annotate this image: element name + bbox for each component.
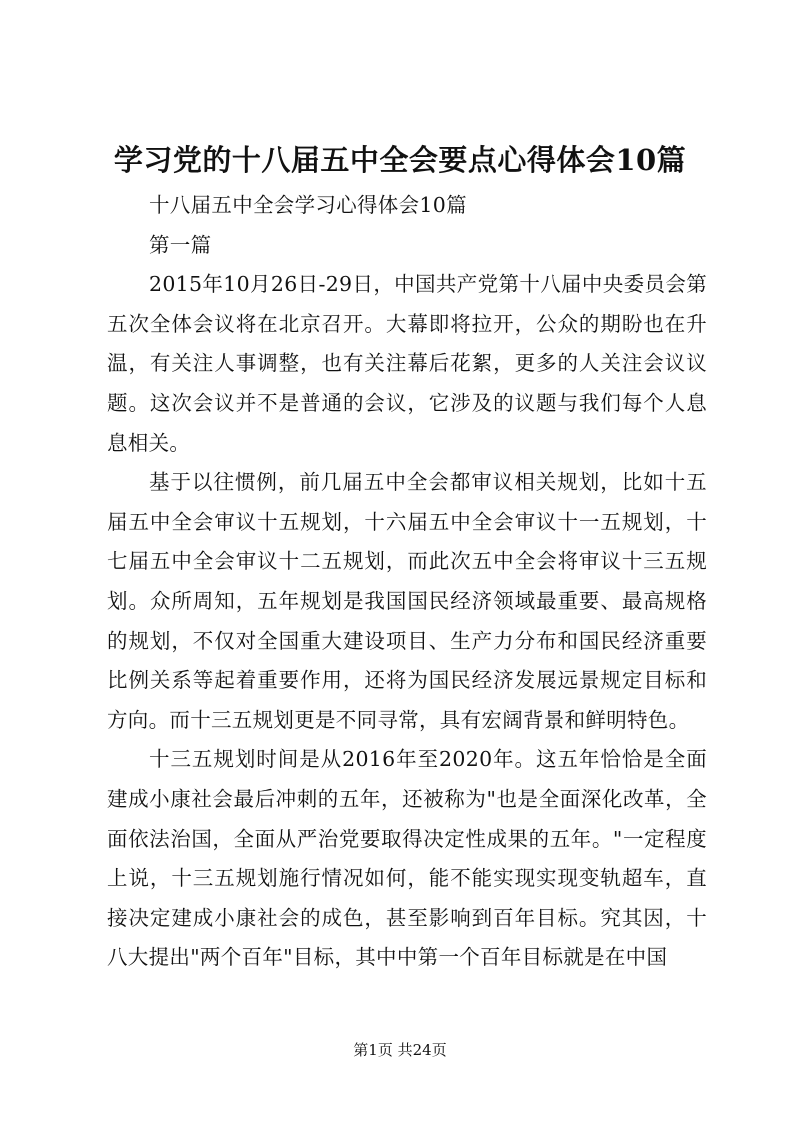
document-body bbox=[107, 186, 707, 978]
section-label: 第一篇 bbox=[149, 232, 212, 257]
paragraph-3: 十三五规划时间是从2016年至2020年。这五年恰恰是全面建成小康社会最后冲刺的五年，还被称为"也是全面深化改革，全面依法治国，全面从严治党要取得决定性成果的五年。"一定程度上说，十三五规划施行情况如何，能不能实现实现变轨超车，直接决定建成小康社会的成色，甚至影响到百年目标。究其因，十八大提出"两个百年"目标，其中中第一个百年目标就是在中国 bbox=[107, 747, 707, 970]
page-number-footer: 第1页 共24页 bbox=[353, 1041, 447, 1059]
paragraph-2: 基于以往惯例，前几届五中全会都审议相关规划，比如十五届五中全会审议十五规划，十六届五中全会审议十一五规划，十七届五中全会审议十二五规划，而此次五中全会将审议十三五规划。众所周知，五年规划是我国国民经济领域最重要、最高规格的规划，不仅对全国重大建设项目、生产力分布和国民经济重要比例关系等起着重要作用，还将为国民经济发展远景规定目标和方向。而十三五规划更是不同寻常，具有宏阔背景和鲜明特色。 bbox=[107, 470, 707, 732]
document-subtitle: 十八届五中全会学习心得体会10篇 bbox=[149, 193, 467, 217]
document-title: 学习党的十八届五中全会要点心得体会10篇 bbox=[113, 143, 687, 177]
paragraph-1: 2015年10月26日-29日，中国共产党第十八届中央委员会第五次全体会议将在北京召开。大幕即将拉开，公众的期盼也在升温，有关注人事调整，也有关注幕后花絮，更多的人关注会议议题。这次会议并不是普通的会议，它涉及的议题与我们每个人息息相关。 bbox=[107, 272, 707, 455]
